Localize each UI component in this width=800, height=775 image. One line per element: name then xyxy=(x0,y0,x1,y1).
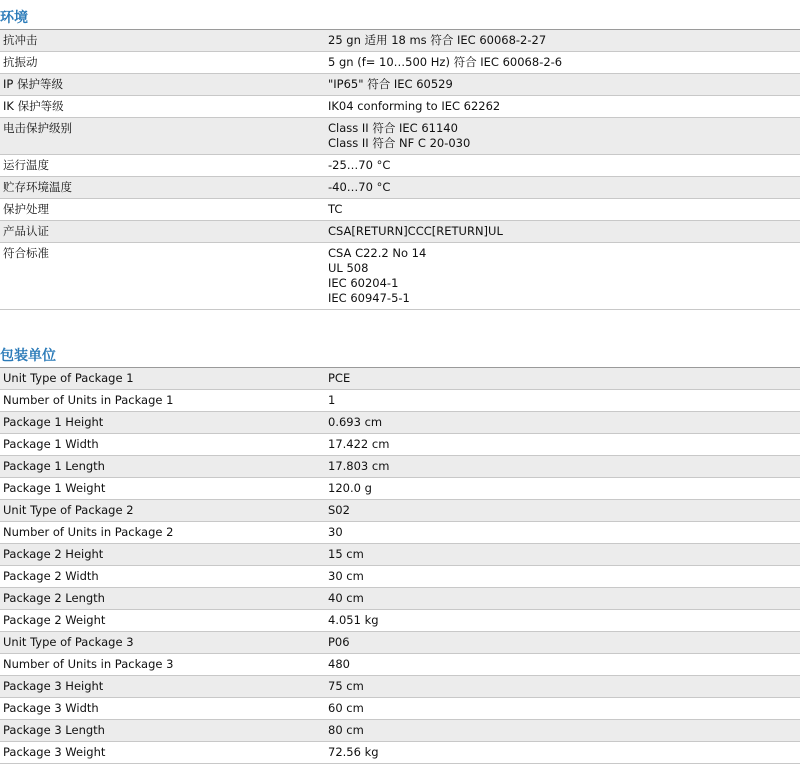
environment-table xyxy=(0,30,800,310)
environment-title: 环境 xyxy=(0,8,800,30)
row-label: Package 2 Weight xyxy=(3,613,106,627)
row-label: Package 1 Weight xyxy=(3,481,106,495)
row-label: Unit Type of Package 3 xyxy=(3,635,134,649)
row-value xyxy=(328,679,800,694)
value-line: 17.803 cm xyxy=(328,459,390,473)
row-value xyxy=(328,55,800,70)
row-label: IK 保护等级 xyxy=(3,99,64,113)
value-line: 480 xyxy=(328,657,350,671)
row-label: Unit Type of Package 2 xyxy=(3,503,134,517)
row-value xyxy=(328,459,800,474)
value-line: -40…70 °C xyxy=(328,180,391,194)
table-row xyxy=(0,434,800,456)
table-row xyxy=(0,243,800,310)
row-value xyxy=(328,745,800,760)
row-value xyxy=(328,158,800,173)
row-label: Package 1 Width xyxy=(3,437,99,451)
value-line: 1 xyxy=(328,393,336,407)
row-label: Package 2 Width xyxy=(3,569,99,583)
row-label: Number of Units in Package 2 xyxy=(3,525,174,539)
value-line: 0.693 cm xyxy=(328,415,383,429)
table-row xyxy=(0,742,800,764)
table-row xyxy=(0,368,800,390)
table-row xyxy=(0,676,800,698)
row-value xyxy=(328,121,800,151)
table-row xyxy=(0,544,800,566)
row-label: Package 3 Weight xyxy=(3,745,106,759)
row-label: IP 保护等级 xyxy=(3,77,63,91)
value-line: 5 gn (f= 10…500 Hz) 符合 IEC 60068-2-6 xyxy=(328,55,563,69)
row-value xyxy=(328,437,800,452)
value-line: Class II 符合 IEC 61140 xyxy=(328,121,458,135)
row-value xyxy=(328,613,800,628)
row-value xyxy=(328,371,800,386)
packaging-section xyxy=(0,346,800,764)
value-line: IEC 60204-1 xyxy=(328,276,399,290)
row-label: Package 3 Width xyxy=(3,701,99,715)
row-label: 抗振动 xyxy=(3,55,38,69)
row-label: 运行温度 xyxy=(3,158,49,172)
value-line: Class II 符合 NF C 20-030 xyxy=(328,136,471,150)
table-row xyxy=(0,610,800,632)
row-label: Package 3 Length xyxy=(3,723,105,737)
row-label: 产品认证 xyxy=(3,224,49,238)
row-label: Number of Units in Package 1 xyxy=(3,393,174,407)
table-row xyxy=(0,96,800,118)
table-row xyxy=(0,30,800,52)
value-line: P06 xyxy=(328,635,350,649)
table-row xyxy=(0,221,800,243)
row-label: 贮存环境温度 xyxy=(3,180,72,194)
table-row xyxy=(0,118,800,155)
row-value xyxy=(328,723,800,738)
value-line: 15 cm xyxy=(328,547,364,561)
row-label: Package 3 Height xyxy=(3,679,104,693)
row-value xyxy=(328,202,800,217)
value-line: 17.422 cm xyxy=(328,437,390,451)
row-value xyxy=(328,547,800,562)
row-value xyxy=(328,591,800,606)
row-label: Package 2 Height xyxy=(3,547,104,561)
value-line: 30 cm xyxy=(328,569,364,583)
row-value xyxy=(328,569,800,584)
row-value xyxy=(328,99,800,114)
table-row xyxy=(0,456,800,478)
value-line: TC xyxy=(328,202,343,216)
row-label: 符合标准 xyxy=(3,246,49,260)
value-line: CSA C22.2 No 14 xyxy=(328,246,427,260)
value-line: 25 gn 适用 18 ms 符合 IEC 60068-2-27 xyxy=(328,33,547,47)
table-row xyxy=(0,412,800,434)
row-value xyxy=(328,481,800,496)
row-label: Unit Type of Package 1 xyxy=(3,371,134,385)
row-label: 抗冲击 xyxy=(3,33,38,47)
value-line: 75 cm xyxy=(328,679,364,693)
table-row xyxy=(0,522,800,544)
row-label: Package 2 Length xyxy=(3,591,105,605)
row-value xyxy=(328,525,800,540)
value-line: 30 xyxy=(328,525,343,539)
value-line: PCE xyxy=(328,371,351,385)
packaging-table xyxy=(0,368,800,764)
table-row xyxy=(0,566,800,588)
value-line: 4.051 kg xyxy=(328,613,379,627)
row-label: Number of Units in Package 3 xyxy=(3,657,174,671)
value-line: -25…70 °C xyxy=(328,158,391,172)
value-line: CSA[RETURN]CCC[RETURN]UL xyxy=(328,224,503,238)
value-line: 120.0 g xyxy=(328,481,372,495)
value-line: "IP65" 符合 IEC 60529 xyxy=(328,77,453,91)
table-row xyxy=(0,177,800,199)
value-line: 72.56 kg xyxy=(328,745,379,759)
packaging-title: 包装单位 xyxy=(0,346,800,368)
row-value xyxy=(328,33,800,48)
table-row xyxy=(0,654,800,676)
value-line: S02 xyxy=(328,503,350,517)
table-row xyxy=(0,720,800,742)
row-value xyxy=(328,657,800,672)
value-line: 80 cm xyxy=(328,723,364,737)
row-value xyxy=(328,180,800,195)
table-row xyxy=(0,588,800,610)
row-label: 保护处理 xyxy=(3,202,49,216)
value-line: 40 cm xyxy=(328,591,364,605)
row-value xyxy=(328,224,800,239)
row-label: Package 1 Height xyxy=(3,415,104,429)
row-value xyxy=(328,393,800,408)
value-line: UL 508 xyxy=(328,261,369,275)
row-label: 电击保护级别 xyxy=(3,121,72,135)
table-row xyxy=(0,199,800,221)
row-value xyxy=(328,415,800,430)
table-row xyxy=(0,632,800,654)
table-row xyxy=(0,500,800,522)
table-row xyxy=(0,390,800,412)
value-line: IEC 60947-5-1 xyxy=(328,291,410,305)
row-value xyxy=(328,77,800,92)
value-line: 60 cm xyxy=(328,701,364,715)
row-value xyxy=(328,635,800,650)
row-label: Package 1 Length xyxy=(3,459,105,473)
table-row xyxy=(0,698,800,720)
row-value xyxy=(328,701,800,716)
row-value xyxy=(328,503,800,518)
row-value xyxy=(328,246,800,306)
environment-section xyxy=(0,8,800,310)
value-line: IK04 conforming to IEC 62262 xyxy=(328,99,501,113)
table-row xyxy=(0,52,800,74)
table-row xyxy=(0,74,800,96)
table-row xyxy=(0,478,800,500)
table-row xyxy=(0,155,800,177)
